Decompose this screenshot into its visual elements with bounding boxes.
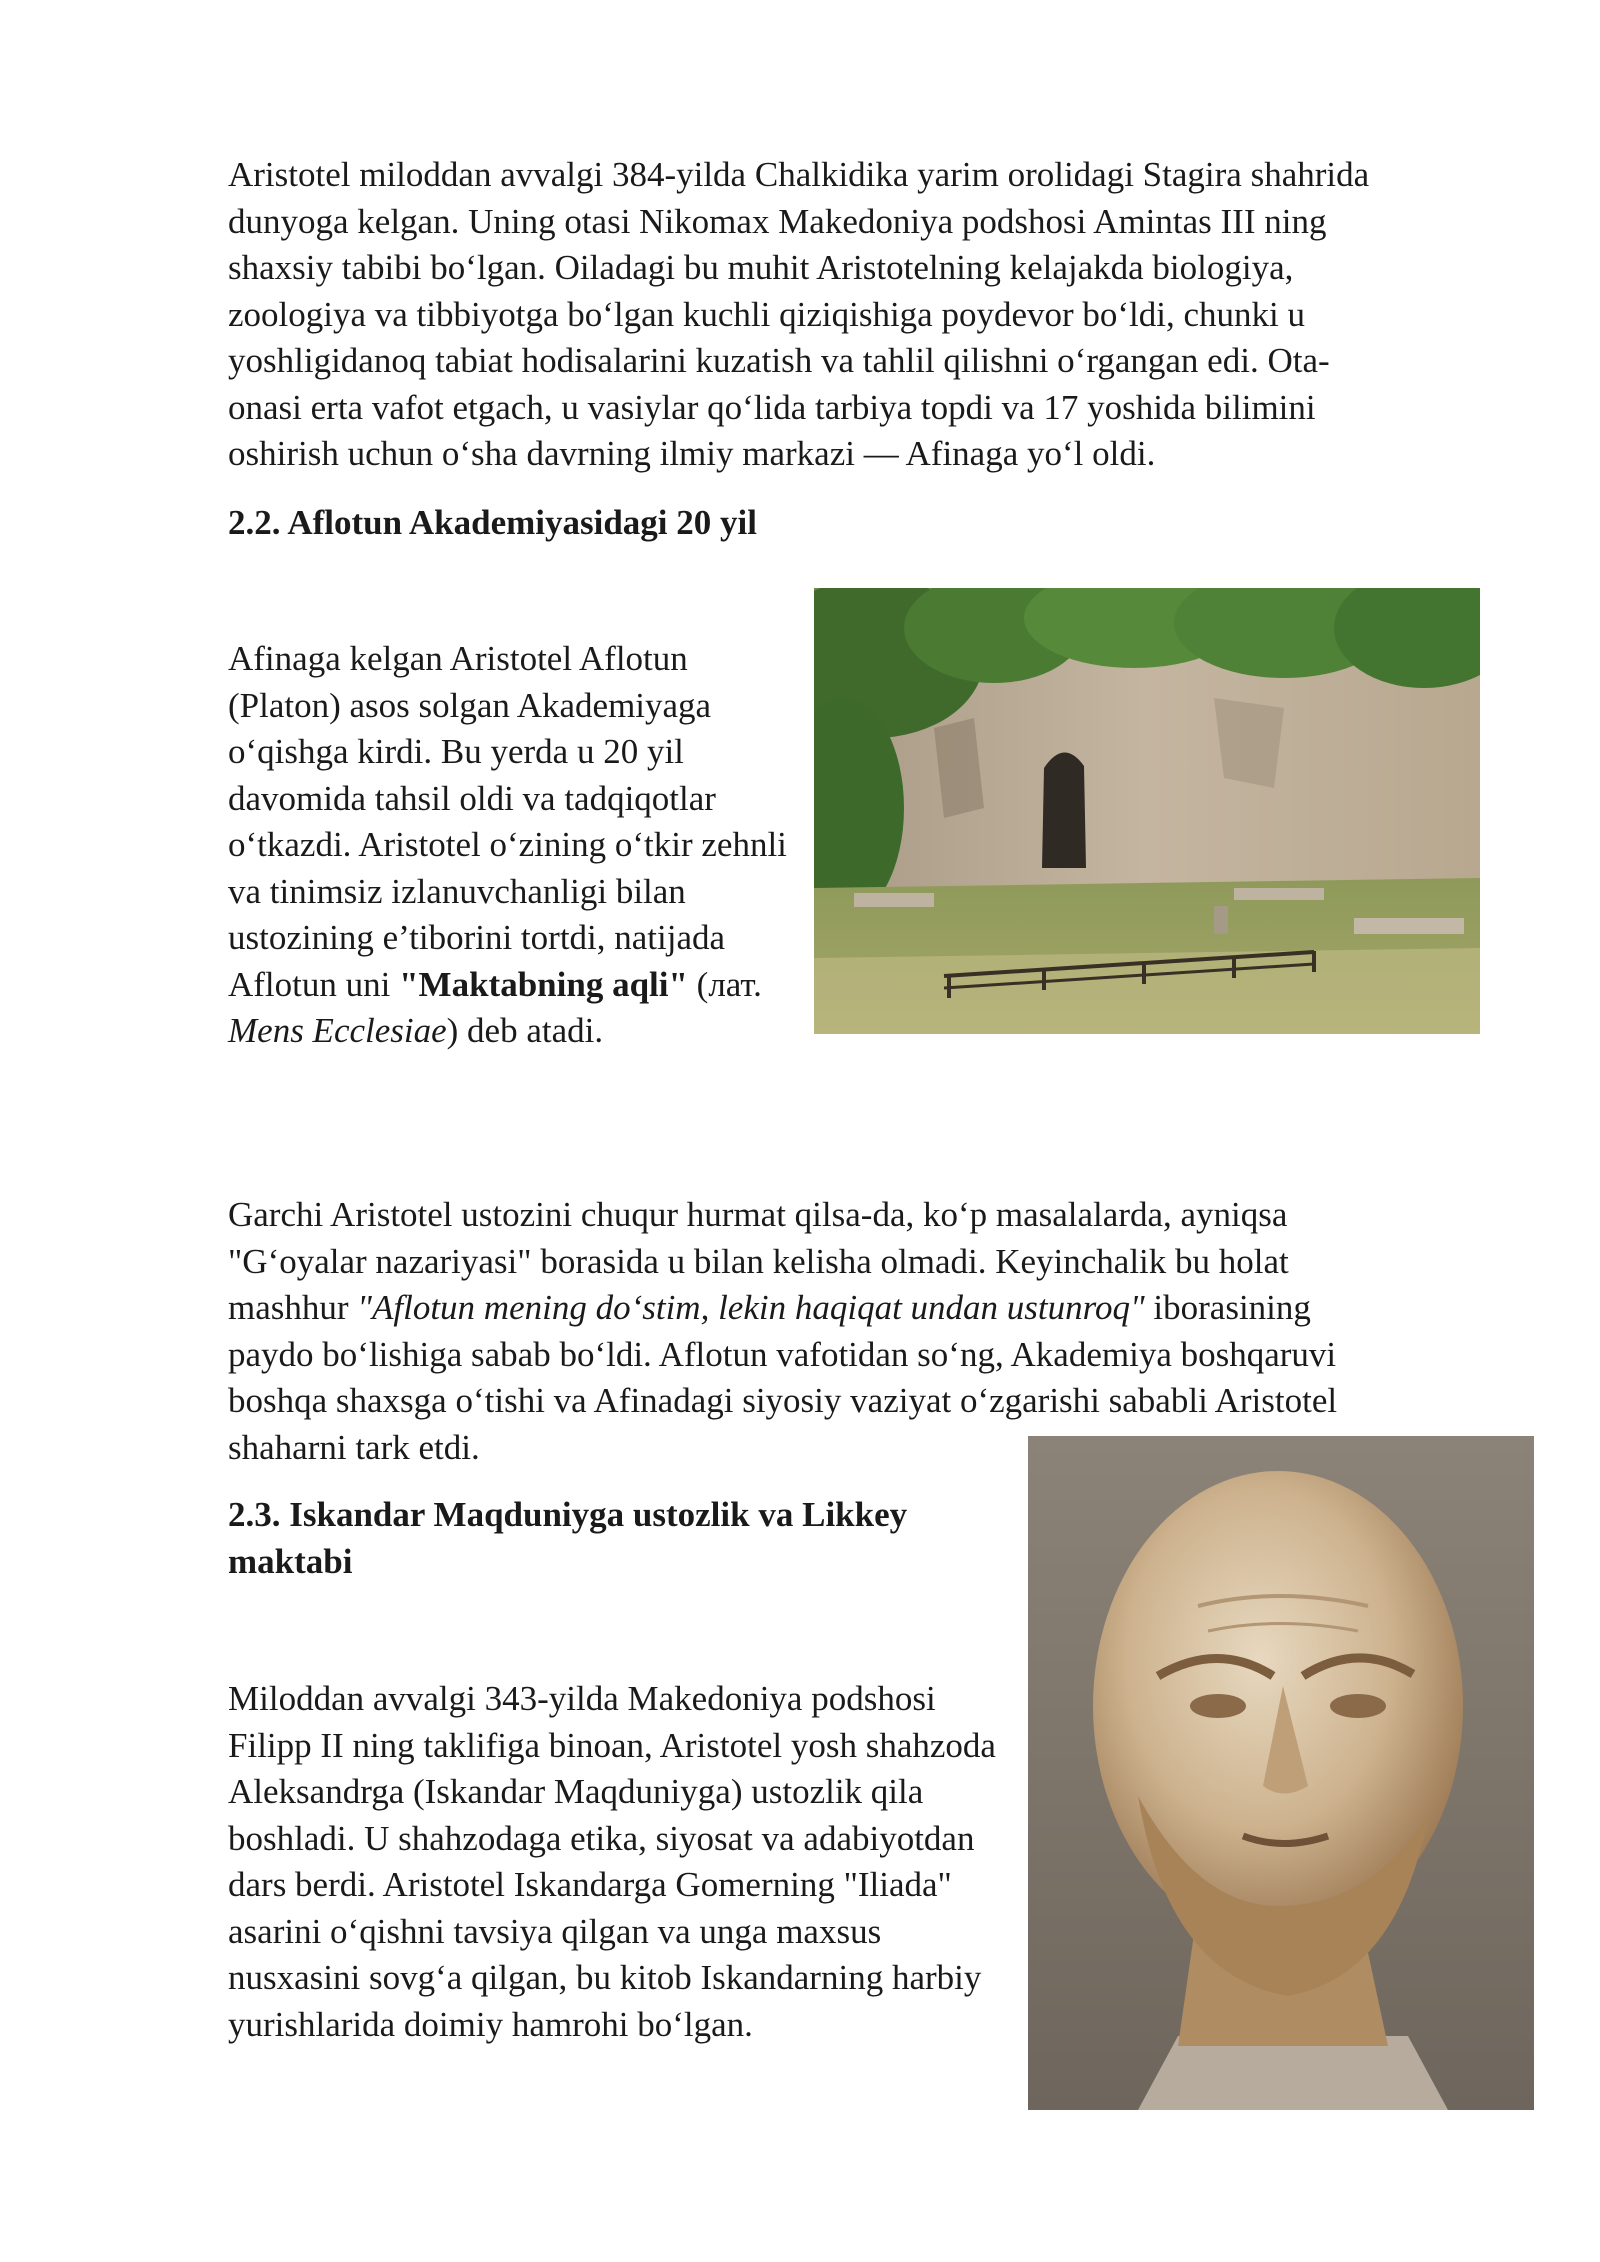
disagreement-line-2: "G‘oyalar nazariyasi" borasida u bilan kelisha olmadi. Keyinchalik bu holat: [228, 1241, 1289, 1281]
school-mind-phrase: "Maktabning aqli": [399, 964, 688, 1004]
disagreement-paragraph: [228, 1192, 1488, 1471]
intro-line-4: zoologiya va tibbiyotga bo‘lgan kuchli qiziqishiga poydevor bo‘ldi, chunki u: [228, 294, 1306, 334]
academy-text-end: ) deb atadi.: [446, 1011, 604, 1050]
disagreement-line-6: shaharni tark etdi.: [228, 1427, 480, 1467]
disagreement-line-1: Garchi Aristotel ustozini chuqur hurmat qilsa-da, ko‘p masalalarda, ayniqsa: [228, 1195, 1288, 1234]
intro-line-6: onasi erta vafot etgach, u vasiylar qo‘lida tarbiya topdi va 17 yoshida bilimini: [228, 387, 1316, 427]
famous-quote: "Aflotun mening do‘stim, lekin haqiqat undan ustunroq": [357, 1288, 1145, 1327]
intro-paragraph: [228, 152, 1468, 478]
disagreement-line-4: paydo bo‘lishiga sabab bo‘ldi. Aflotun vafotidan so‘ng, Akademiya boshqaruvi: [228, 1334, 1337, 1374]
disagreement-line-3-end: iborasining: [1144, 1288, 1311, 1327]
academy-paragraph: [228, 636, 788, 1055]
disagreement-line-3-start: mashhur: [228, 1288, 358, 1327]
intro-line-2: dunyoga kelgan. Uning otasi Nikomax Makedoniya podshosi Amintas III ning: [228, 201, 1327, 241]
disagreement-line-5: boshqa shaxsga o‘tishi va Afinadagi siyosiy vaziyat o‘zgarishi sababli Aristotel: [228, 1381, 1338, 1420]
intro-line-3: shaxsiy tabibi bo‘lgan. Oiladagi bu muhit Aristotelning kelajakda biologiya,: [228, 248, 1294, 287]
disagreement-line-3: [228, 1288, 1311, 1327]
intro-line-7: oshirish uchun o‘sha davrning ilmiy markazi — Afinaga yo‘l oldi.: [228, 434, 1156, 473]
academy-ruins-photo: [814, 588, 1480, 1034]
section-heading-2-2: 2.2. Aflotun Akademiyasidagi 20 yil: [228, 503, 757, 542]
aristotle-bust-photo: [1028, 1436, 1534, 2110]
latin-prefix: (лат.: [687, 964, 762, 1004]
intro-line-1: Aristotel miloddan avvalgi 384-yilda Chalkidika yarim orolidagi Stagira shahrida: [228, 155, 1370, 194]
latin-phrase: Mens Ecclesiae: [228, 1011, 447, 1050]
academy-text: Afinaga kelgan Aristotel Aflotun (Platon) asos solgan Akademiyaga o‘qishga kirdi. Bu yerda u 20 yil davomida tahsil oldi va tadqiqotlar o‘tkazdi. Aristotel o‘zining o‘tkir zehnli va tinimsiz izlanuvchanligi bilan ustozining e’tiborini tortdi, natijada Aflotun uni: [228, 639, 787, 1004]
intro-line-5: yoshligidanoq tabiat hodisalarini kuzatish va tahlil qilishni o‘rgangan edi. Ota-: [228, 341, 1330, 380]
alexander-paragraph: Miloddan avvalgi 343-yilda Makedoniya podshosi Filipp II ning taklifiga binoan, Aristotel yosh shahzoda Aleksandrga (Iskandar Maqduniyga) ustozlik qila boshladi. U shahzodaga etika, siyosat va adabiyotdan dars berdi. Aristotel Iskandarga Gomerning "Iliada" asarini o‘qishni tavsiya qilgan va unga maxsus nusxasini sovg‘a qilgan, bu kitob Iskandarning harbiy yurishlarida doimiy hamrohi bo‘lgan.: [228, 1679, 996, 2044]
section-heading-2-3: 2.3. Iskandar Maqduniyga ustozlik va Likkey maktabi: [228, 1495, 908, 1581]
